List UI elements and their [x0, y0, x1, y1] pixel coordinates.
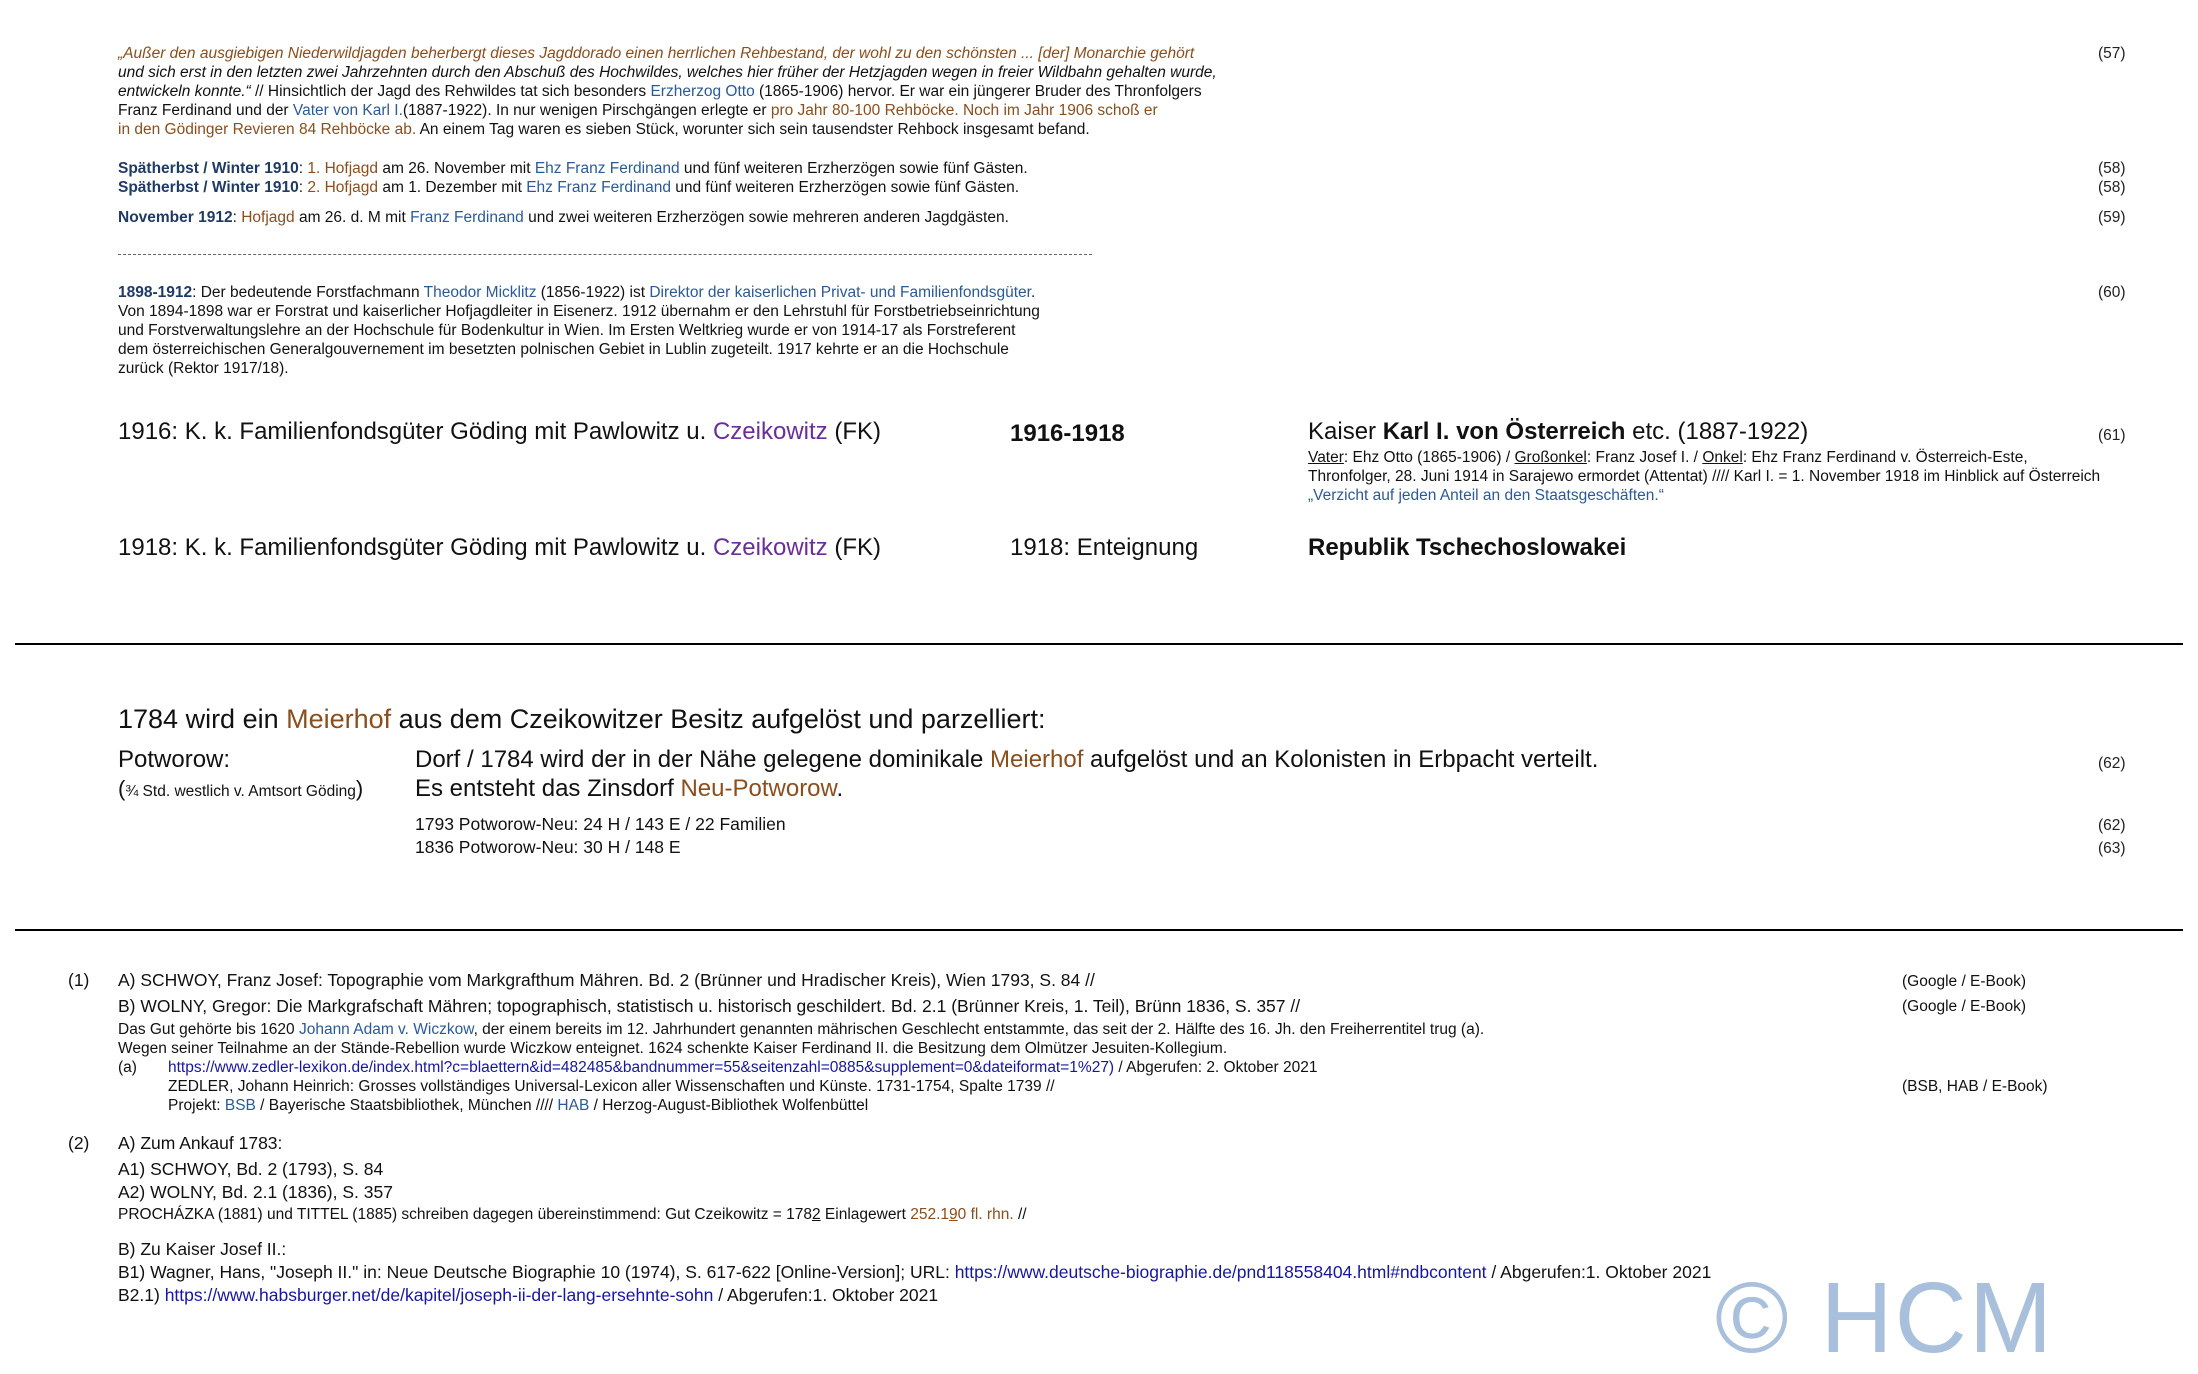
footnote-2b1: B1) Wagner, Hans, "Joseph II." in: Neue Deutsche Biographie 10 (1974), S. 617-622 [Online-Version]; URL: https://www.deutsche-biographie.de/pnd118558404.html#ndbcontent / Abgerufen:1. Oktober 2021: [118, 1262, 1712, 1282]
list-item: November 1912: Hofjagd am 26. d. M mit Franz Ferdinand und zwei weiteren Erzherzögen sowie mehreren anderen Jagdgästen.: [118, 209, 1009, 226]
ref-58: (58): [2098, 160, 2126, 177]
list-item: Spätherbst / Winter 1910: 1. Hofjagd am 26. November mit Ehz Franz Ferdinand und fünf weiteren Erzherzögen sowie fünf Gästen.: [118, 160, 1028, 177]
section-heading: 1784 wird ein Meierhof aus dem Czeikowitzer Besitz aufgelöst und parzelliert:: [118, 704, 1046, 734]
footnote-1e-link: https://www.zedler-lexikon.de/index.html?c=blaettern&id=482485&bandnummer=55&seitenzahl=0885&supplement=0&dateiformat=1%27) / Abgerufen: 2. Oktober 2021: [168, 1059, 1318, 1076]
quote-line-4: Franz Ferdinand und der Vater von Karl I.(1887-1922). In nur wenigen Pirschgängen erlegte er pro Jahr 80-100 Rehböcke. Noch im Jahr 1906 schoß er: [118, 102, 1158, 119]
quote-line-5: in den Gödinger Revieren 84 Rehböcke ab. An einem Tag waren es sieben Stück, worunter sich sein tausendster Rehbock insgesamt befand.: [118, 121, 1090, 138]
link-micklitz[interactable]: Theodor Micklitz: [423, 284, 537, 301]
owner-label: Kaiser Karl I. von Österreich etc. (1887-1922): [1308, 418, 1809, 445]
estate-label: 1916: K. k. Familienfondsgüter Göding mit Pawlowitz u. Czeikowitz (FK): [118, 418, 881, 445]
source-link[interactable]: (Google / E-Book): [1902, 973, 2027, 990]
estate-label: 1918: K. k. Familienfondsgüter Göding mit Pawlowitz u. Czeikowitz (FK): [118, 534, 881, 561]
ref-61: (61): [2098, 427, 2126, 444]
footnote-2a1: A1) SCHWOY, Bd. 2 (1793), S. 84: [118, 1159, 384, 1179]
micklitz-line-3: und Forstverwaltungslehre an der Hochschule für Bodenkultur in Wien. Im Ersten Weltkrieg wurde er von 1914-17 als Forstreferent: [118, 322, 1016, 339]
meierhof-text-2: Es entsteht das Zinsdorf Neu-Potworow.: [415, 775, 844, 802]
footnote-1d: Wegen seiner Teilnahme an der Stände-Rebellion wurde Wiczkow enteignet. 1624 schenkte Kaiser Ferdinand II. die Besitzung dem Olmützer Jesuiten-Kollegium.: [118, 1040, 1228, 1057]
footnote-2p: PROCHÁZKA (1881) und TITTEL (1885) schreiben dagegen übereinstimmend: Gut Czeikowitz = 1782 Einlagewert 252.190 fl. rhn. //: [118, 1206, 1027, 1223]
footnote-number: (1): [68, 970, 90, 990]
footnote-1f: ZEDLER, Johann Heinrich: Grosses vollständiges Universal-Lexicon aller Wissenschaften und Künste. 1731-1754, Spalte 1739 //: [168, 1078, 1055, 1095]
dashed-divider: [118, 254, 1092, 255]
footnote-number: (2): [68, 1133, 90, 1153]
ref-60: (60): [2098, 284, 2126, 301]
micklitz-line-2: Von 1894-1898 war er Forstrat und kaiserlicher Hofjagdleiter in Eisenerz. 1912 übernahm er den Lehrstuhl für Forstbetriebseinrichtung: [118, 303, 1040, 320]
micklitz-line-1: 1898-1912: Der bedeutende Forstfachmann Theodor Micklitz (1856-1922) ist Direktor der kaiserlichen Privat- und Familienfondsgüter.: [118, 284, 1036, 301]
quote-line-3: entwickeln konnte.“ // Hinsichtlich der Jagd des Rehwildes tat sich besonders Erzherzog Otto (1865-1906) hervor. Er war ein jüngerer Bruder des Thronfolgers: [118, 83, 1202, 100]
owner-label: Republik Tschechoslowakei: [1308, 534, 1627, 561]
link-franz-ferdinand[interactable]: Ehz Franz Ferdinand: [526, 179, 671, 196]
stat-line: 1793 Potworow-Neu: 24 H / 143 E / 22 Familien: [415, 814, 786, 834]
owner-detail-3: „Verzicht auf jeden Anteil an den Staatsgeschäften.“: [1308, 487, 1664, 504]
footnote-1b: B) WOLNY, Gregor: Die Markgrafschaft Mähren; topographisch, statistisch u. historisch geschildert. Bd. 2.1 (Brünner Kreis, 1. Teil), Brünn 1836, S. 357 //: [118, 996, 1301, 1016]
ref-57: (57): [2098, 45, 2126, 62]
quote-line-2: und sich erst in den letzten zwei Jahrzehnten durch den Abschuß des Hochwildes, welches hier früher der Hetzjagden wegen in freier Wildbahn gehalten wurde,: [118, 64, 1217, 81]
link-czeikowitz[interactable]: Czeikowitz: [712, 418, 828, 445]
stat-line: 1836 Potworow-Neu: 30 H / 148 E: [415, 837, 681, 857]
link-bsb[interactable]: BSB: [224, 1097, 256, 1114]
footnote-2b2: B2.1) https://www.habsburger.net/de/kapitel/joseph-ii-der-lang-ersehnte-sohn / Abgerufen:1. Oktober 2021: [118, 1285, 939, 1305]
footnote-1e: (a): [118, 1059, 137, 1076]
source-link[interactable]: (Google / E-Book): [1902, 998, 2027, 1015]
link-wiczkow[interactable]: Johann Adam v. Wiczkow: [298, 1021, 474, 1038]
footnote-1c: Das Gut gehörte bis 1620 Johann Adam v. Wiczkow, der einem bereits im 12. Jahrhundert genannten mährischen Geschlecht entstammte, das seit der 2. Hälfte des 16. Jh. den Freiherrentitel trug (a).: [118, 1021, 1485, 1038]
list-item: Spätherbst / Winter 1910: 2. Hofjagd am 1. Dezember mit Ehz Franz Ferdinand und fünf weiteren Erzherzögen sowie fünf Gästen.: [118, 179, 1020, 196]
link-czeikowitz[interactable]: Czeikowitz: [712, 534, 828, 561]
ref-62: (62): [2098, 755, 2126, 772]
link-vater-karl[interactable]: Vater von Karl I.: [292, 102, 403, 119]
footnote-1g: Projekt: BSB / Bayerische Staatsbibliothek, München //// HAB / Herzog-August-Bibliothek Wolfenbüttel: [168, 1097, 869, 1114]
section-divider: [15, 929, 2183, 931]
ref-59: (59): [2098, 209, 2126, 226]
habsburger-url-link[interactable]: https://www.habsburger.net/de/kapitel/joseph-ii-der-lang-ersehnte-sohn: [164, 1285, 714, 1305]
micklitz-line-5: zurück (Rektor 1917/18).: [118, 360, 289, 377]
link-erzherzog-otto[interactable]: Erzherzog Otto: [650, 83, 755, 100]
footnote-2b: B) Zu Kaiser Josef II.:: [118, 1239, 287, 1259]
footnote-2a2: A2) WOLNY, Bd. 2.1 (1836), S. 357: [118, 1182, 393, 1202]
period-label: 1916-1918: [1010, 420, 1125, 447]
footnote-1a: A) SCHWOY, Franz Josef: Topographie vom Markgrafthum Mähren. Bd. 2 (Brünner und Hradischer Kreis), Wien 1793, S. 84 //: [118, 970, 1095, 990]
micklitz-line-4: dem österreichischen Generalgouvernement im besetzten polnischen Gebiet in Lublin zugeteilt. 1917 kehrte er an die Hochschule: [118, 341, 1009, 358]
zedler-url-link[interactable]: https://www.zedler-lexikon.de/index.html?c=blaettern&id=482485&bandnummer=55&seitenzahl=0885&supplement=0&dateiformat=1%27): [168, 1059, 1115, 1076]
source-link[interactable]: (BSB, HAB / E-Book): [1902, 1078, 2048, 1095]
owner-detail-1: Vater: Ehz Otto (1865-1906) / Großonkel: Franz Josef I. / Onkel: Ehz Franz Ferdinand v. Österreich-Este,: [1308, 449, 2028, 466]
section-divider: [15, 643, 2183, 645]
place-label: Potworow:: [118, 746, 231, 773]
copyright-watermark: © HCM: [1715, 1262, 2055, 1374]
link-franz-ferdinand[interactable]: Franz Ferdinand: [410, 209, 524, 226]
ref-63: (63): [2098, 840, 2126, 857]
ref-58: (58): [2098, 179, 2126, 196]
place-note: (¾ Std. westlich v. Amtsort Göding): [118, 776, 364, 801]
ndb-url-link[interactable]: https://www.deutsche-biographie.de/pnd118558404.html#ndbcontent: [954, 1262, 1487, 1282]
meierhof-text-1: Dorf / 1784 wird der in der Nähe gelegene dominikale Meierhof aufgelöst und an Kolonisten in Erbpacht verteilt.: [415, 746, 1599, 773]
owner-detail-2: Thronfolger, 28. Juni 1914 in Sarajewo ermordet (Attentat) //// Karl I. = 1. November 1918 im Hinblick auf Österreich: [1308, 468, 2101, 485]
link-hab[interactable]: HAB: [557, 1097, 590, 1114]
footnote-2a: A) Zum Ankauf 1783:: [118, 1133, 283, 1153]
period-label: 1918: Enteignung: [1010, 534, 1199, 561]
quote-line-1: „Außer den ausgiebigen Niederwildjagden beherbergt dieses Jagddorado einen herrlichen Rehbestand, der wohl zu den schönsten ... [der] Monarchie gehört: [118, 45, 1195, 62]
link-franz-ferdinand[interactable]: Ehz Franz Ferdinand: [534, 160, 680, 177]
ref-62: (62): [2098, 817, 2126, 834]
